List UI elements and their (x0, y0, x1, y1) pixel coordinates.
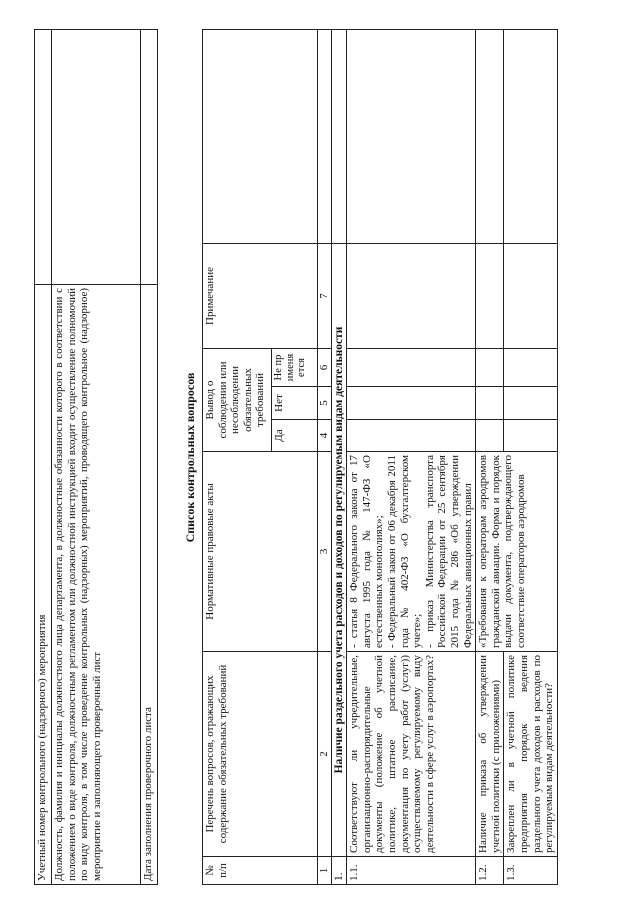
header-blank (203, 30, 318, 244)
note-cell[interactable] (476, 244, 504, 349)
blank-cell (347, 30, 476, 244)
note-cell[interactable] (504, 244, 557, 349)
column-number-blank (318, 30, 332, 244)
column-number-row (318, 30, 332, 885)
rotated-document-page (20, 20, 595, 885)
blank-cell (476, 30, 504, 244)
answer-no-cell[interactable] (504, 387, 557, 420)
column-number: 1 (318, 857, 332, 885)
row-question: Закреплен ли в учетной политике предприятия порядок ведения раздельного учета доходов и расходов по регулируемым видам деятельности? (504, 652, 557, 857)
act-item: - приказ Министерства транспорта Российской Федерации от 25 сентября 2015 года № 286 «Об утверждении Федеральных авиационных правил (423, 455, 474, 648)
act-item: - Федеральный закон от 06 декабря 2011 года № 402-ФЗ «О бухгалтерском учете»; (385, 455, 424, 648)
info-value[interactable] (52, 30, 141, 285)
header-note: Примечание (203, 244, 318, 349)
answer-yes-cell[interactable] (476, 420, 504, 452)
column-number: 6 (318, 349, 332, 387)
info-label: Должность, фамилия и инициалы должностного лица департамента, в должностные обязанности которого в соответствии с положением о виде контроля, должностным регламентом или должностной инструкцией входит осуществление полномочий по виду контроля, в том числе проведение контрольных (надзорных) мероприятий, проводящего контрольное (надзорное) мероприятие и заполняющего проверочный лист (52, 285, 141, 885)
column-number: 7 (318, 244, 332, 349)
checklist-table (202, 29, 558, 885)
header-num: № п/п (203, 857, 318, 885)
header-acts: Нормативные правовые акты (203, 452, 318, 652)
row-question: Наличие приказа об утверждении учетной политики (с приложениями) (476, 652, 504, 857)
section-blank (331, 30, 347, 244)
answer-na-cell[interactable] (347, 349, 476, 387)
info-row (141, 30, 158, 885)
list-title: Список контрольных вопросов (183, 372, 197, 543)
row-num: 1.1. (347, 857, 476, 885)
answer-no-cell[interactable] (476, 387, 504, 420)
section-num: 1. (331, 857, 347, 885)
answer-na-cell[interactable] (476, 349, 504, 387)
answer-yes-cell[interactable] (347, 420, 476, 452)
info-value[interactable] (141, 30, 158, 285)
answer-no-cell[interactable] (347, 387, 476, 420)
column-number: 5 (318, 387, 332, 420)
row-acts (347, 452, 476, 652)
info-table (34, 29, 158, 885)
section-row (331, 30, 347, 885)
row-question: Соответствуют ли учредительные, организационно-распорядительные документы (положение об учетной политике, штатное расписание, документация по учету работ (услуг)) осуществляемому регулируемому виду деятельности в сфере услуг в аэропортах? (347, 652, 476, 857)
header-na: Не применяется (272, 349, 318, 387)
info-row (35, 30, 52, 885)
act-item: «Требования к операторам аэродромов гражданской авиации. Форма и порядок выдачи документа, подтверждающего соответствие операторов аэродромов (477, 455, 527, 648)
column-number: 4 (318, 420, 332, 452)
table-row (347, 30, 476, 885)
header-questions: Перечень вопросов, отражающих содержание обязательных требований (203, 652, 318, 857)
answer-yes-cell[interactable] (504, 420, 557, 452)
table-row (476, 30, 504, 885)
answer-na-cell[interactable] (504, 349, 557, 387)
row-num: 1.3. (504, 857, 557, 885)
info-label: Учетный номер контрольного (надзорного) мероприятия (35, 285, 52, 885)
header-yes: Да (272, 420, 318, 452)
row-num: 1.2. (476, 857, 504, 885)
header-no: Нет (272, 387, 318, 420)
header-row (203, 30, 272, 885)
section-title: Наличие раздельного учета расходов и доходов по регулируемым видам деятельности (331, 244, 347, 857)
row-acts (476, 452, 558, 652)
blank-cell (504, 30, 557, 244)
header-conclusion: Вывод о соблюдении или несоблюдении обязательных требований (203, 349, 272, 452)
column-number: 2 (318, 652, 332, 857)
info-row (52, 30, 141, 885)
column-number: 3 (318, 452, 332, 652)
note-cell[interactable] (347, 244, 476, 349)
act-item: - статья 8 Федерального закона от 17 августа 1995 года № 147-ФЗ «О естественных монополиях»; (348, 455, 386, 648)
info-value[interactable] (35, 30, 52, 285)
info-label: Дата заполнения проверочного листа (141, 285, 158, 885)
